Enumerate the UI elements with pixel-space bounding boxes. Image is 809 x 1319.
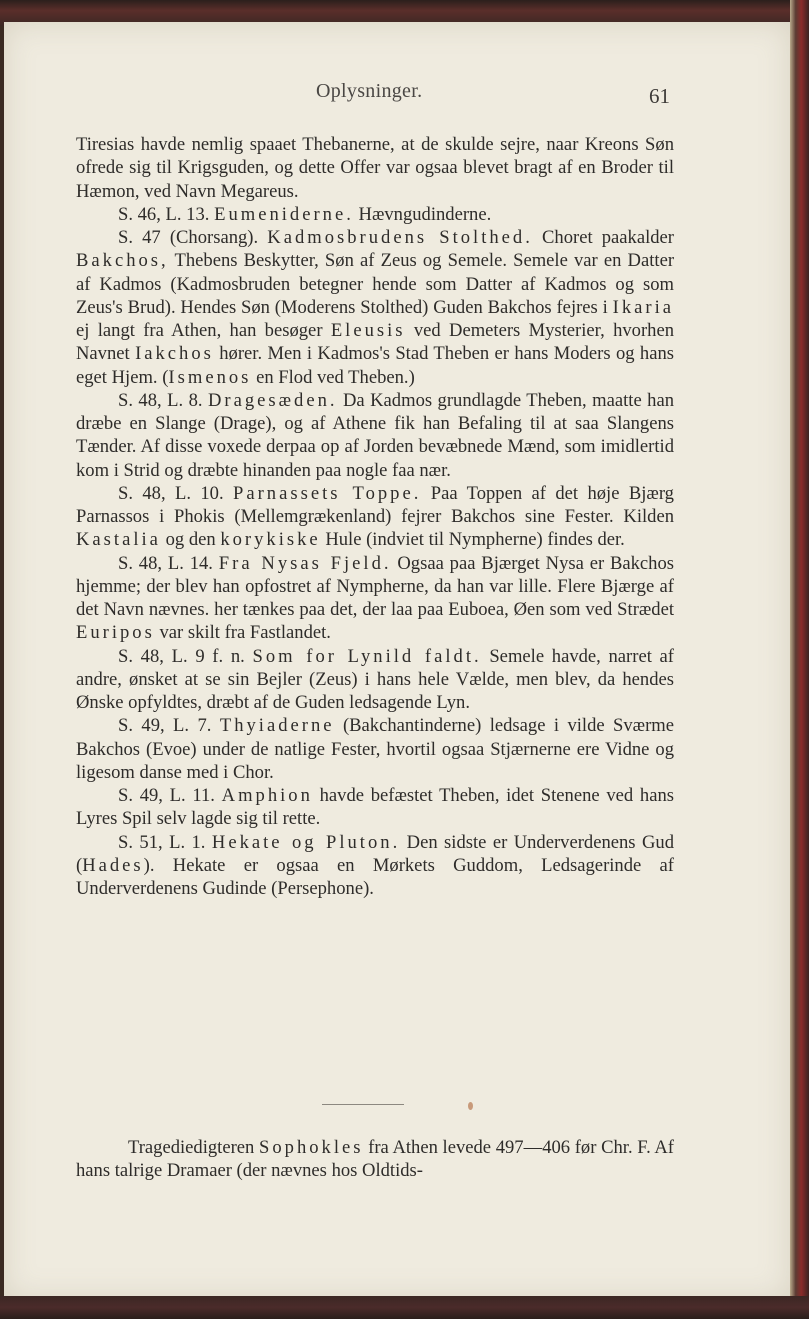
paragraph-chorsang: S. 47 (Chorsang). Kadmosbrudens Stolthed. Choret paakalder Bakchos, Thebens Beskytter, Søn af Zeus og Semele. Semele var en Datter af Kadmos (Kadmosbruden betegner hende som Datter af Kadmos og som Zeus's Brud). Hendes Søn (Moderens Stolthed) Guden Bakchos fejres i Ikaria ej langt fra Athen, han besøger Eleusis ved Demeters Mysterier, hvorhen Navnet Iakchos hører. Men i Kadmos's Stad Theben er hans Moders og hans eget Hjem. (Ismenos en Flod ved Theben.)	[76, 227, 675, 388]
ornament-mark	[468, 1102, 473, 1110]
lemma: Hekate og Pluton.	[211, 831, 401, 853]
lemma: Sophokles	[259, 1137, 364, 1158]
book-binding-bottom	[0, 1296, 809, 1319]
lemma: Eumeniderne.	[214, 203, 354, 225]
line-reference: S. 46, L. 13.	[118, 203, 210, 225]
closing-paragraph	[76, 1136, 674, 1183]
line-reference: S. 48, L. 10.	[118, 482, 224, 504]
lemma: Dragesæden.	[207, 389, 338, 411]
lemma: Fra Nysas Fjeld.	[218, 552, 392, 574]
running-head	[76, 80, 674, 110]
line-reference: S. 51, L. 1.	[118, 831, 206, 853]
paragraph-tiresias: Tiresias havde nemlig spaaet Thebanerne, at de skulde sejre, naar Kreons Søn ofrede sig til Krigsguden, og dette Offer var ogsaa blevet bragt af en Broder til Hæmon, ved Navn Megareus.	[76, 134, 674, 202]
lemma: Kadmosbrudens Stolthed.	[267, 227, 533, 248]
line-reference: S. 49, L. 7.	[118, 715, 212, 737]
line-reference: S. 47 (Chorsang).	[118, 227, 259, 248]
line-reference: S. 48, L. 14.	[118, 552, 213, 574]
page-number: 61	[649, 84, 670, 108]
lemma: Amphion	[221, 785, 313, 806]
paragraph-hekate: S. 51, L. 1. Hekate og Pluton. Den sidste er Underverdenens Gud (Hades). Hekate er ogsaa en Mørkets Guddom, Ledsagerinde af Underverdenens Gudinde (Persephone).	[76, 831, 674, 899]
paragraph-lynild: S. 48, L. 9 f. n. Som for Lynild faldt. Semele havde, narret af andre, ønsket at se sin Bejler (Zeus) i hans hele Vælde, men blev, da hendes Ønske opfyldtes, dræbt af de Guden ledsagende Lyn.	[76, 645, 674, 713]
paragraph-sophokles: Tragediedigteren Sophokles fra Athen levede 497—406 før Chr. F. Af hans talrige Dramaer (der nævnes hos Oldtids-	[76, 1137, 675, 1182]
line-reference: S. 48, L. 8.	[118, 389, 203, 411]
paragraph-eumeniderne: S. 46, L. 13. Eumeniderne. Hævngudinderne.	[118, 203, 492, 225]
notes-body	[76, 133, 674, 900]
paragraph-parnassets-toppe: S. 48, L. 10. Parnassets Toppe. Paa Toppen af det høje Bjærg Parnassos i Phokis (Mellemgrækenland) fejrer Bakchos sine Fester. Kilden Kastalia og den korykiske Hule (indviet til Nympherne) findes der.	[76, 482, 674, 551]
paragraph-amphion: S. 49, L. 11. Amphion havde befæstet Theben, idet Stenene ved hans Lyres Spil selv lagde sig til rette.	[76, 785, 674, 830]
running-title: Oplysninger.	[316, 80, 423, 102]
book-binding-edge	[790, 0, 809, 1319]
paragraph-nysas-fjeld: S. 48, L. 14. Fra Nysas Fjeld. Ogsaa paa Bjærget Nysa er Bakchos hjemme; der blev han opfostret af Nympherne, da han var lille. Flere Bjærge af det Navn nævnes. her tænkes paa det, der laa paa Euboea, Øen som ved Strædet Euripos var skilt fra Fastlandet.	[76, 552, 674, 644]
lemma: Som for Lynild faldt.	[252, 645, 482, 667]
paragraph-dragesaeden: S. 48, L. 8. Dragesæden. Da Kadmos grundlagde Theben, maatte han dræbe en Slange (Drage), og af Athene fik han Befaling til at saa Slangens Tænder. Af disse voxede derpaa op af Jorden bevæbnede Mænd, som imidlertid kom i Strid og dræbte hinanden paa nogle faa nær.	[76, 389, 674, 481]
line-reference: S. 49, L. 11.	[118, 785, 215, 806]
line-reference: S. 48, L. 9 f. n.	[118, 645, 245, 667]
paragraph-thyiaderne: S. 49, L. 7. Thyiaderne (Bakchantinderne) ledsage i vilde Sværme Bakchos (Evoe) under de natlige Fester, hvortil ogsaa Stjærnerne ere Vidne og ligesom danse med i Chor.	[76, 715, 674, 783]
section-divider-rule	[322, 1104, 404, 1105]
lemma: Parnassets Toppe.	[233, 482, 422, 504]
lemma: Thyiaderne	[219, 715, 335, 737]
